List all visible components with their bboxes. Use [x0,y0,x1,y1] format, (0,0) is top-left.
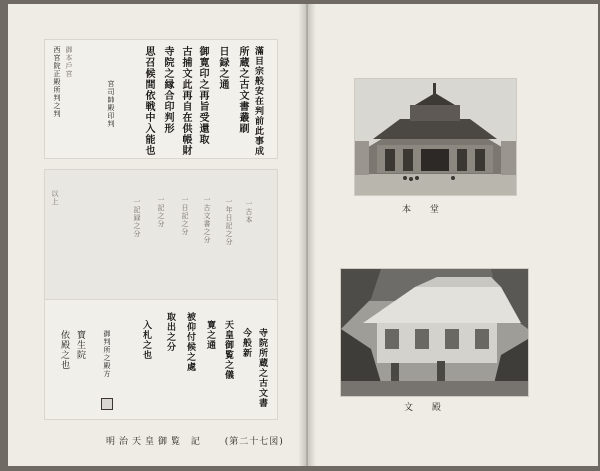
document-scan-3 [44,299,278,420]
document-scan-1 [44,39,278,159]
document-scan-2 [44,169,278,303]
doc3-column: 寺院所蔵之古文書 [257,328,267,408]
doc3-column: 寛之通 [205,320,215,350]
doc2-column: 一日記之分 [181,196,189,236]
doc2-column: 一年日記之分 [225,198,233,246]
doc1-column: 西宮院正殿所判之判 [53,46,61,118]
doc3-column: 取出之分 [165,312,175,352]
doc2-column: 一古文書之分 [203,196,211,244]
doc3-column: 天皇御覧之儀 [223,320,233,380]
doc1-column: 思召候間依戦中入能也 [143,46,154,156]
doc1-column: 寺院之縁合印判形 [162,46,173,134]
doc1-column: 日録之通 [217,46,228,90]
doc3-column: 入札之也 [141,320,151,360]
doc3-column: 寶生院 [75,330,85,360]
photo-archive-hall [340,268,529,397]
doc1-column: 所蔵之古文書叢刷 [237,46,248,134]
ink-seal [101,398,113,410]
left-page [8,4,307,466]
doc3-column: 今般新 [241,328,251,358]
photo-archive-hall-caption: 文 殿 [404,403,449,413]
doc1-column: 滿目宗般安在判前此事成 [253,46,263,156]
doc2-column: 一記録之分 [133,198,141,238]
left-caption: 明治天皇御覧 記 [106,437,204,447]
doc2-column: 以上 [51,190,59,206]
doc1-column: 古捕文此再自在供帳財 [180,46,191,156]
left-caption-line [106,434,284,447]
doc2-column: 一記之分 [157,196,165,228]
photo-main-hall-caption: 本 堂 [402,205,447,215]
doc3-column: 御判所之殿方 [103,330,111,378]
doc1-column: 御本戶宮 [65,46,73,78]
doc3-column: 依殿之也 [59,330,69,370]
doc2-column: 一古本 [245,200,253,224]
right-page [307,4,598,466]
photo-main-hall [354,78,517,196]
page-number: (第二十七図) [224,437,284,447]
doc1-column: 御寛印之再旨受還取 [197,46,208,145]
doc1-column: 宮司帥殿印判 [107,80,115,128]
doc3-column: 被仰付候之處 [185,312,195,372]
